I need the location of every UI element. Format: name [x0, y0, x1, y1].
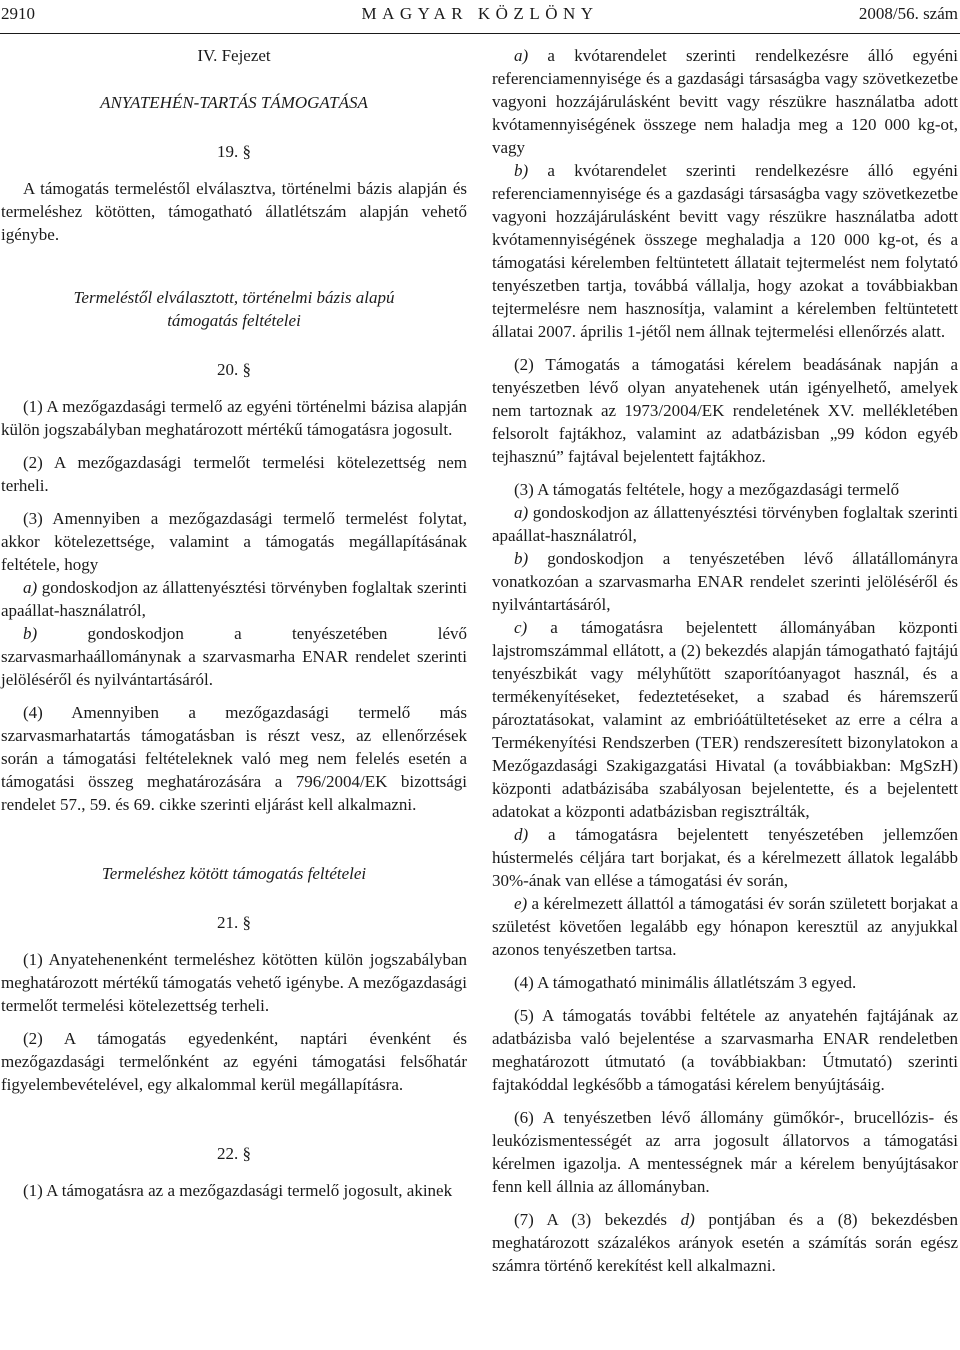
point-a	[492, 44, 958, 159]
subheading-decoupled-line2: támogatás feltételei	[167, 311, 301, 330]
item-text: a támogatásra bejelentett tenyészetében jellemzően hústermelés céljára tart borjakat, és a kérelmezett állatok legalább 30%-ának van ellése a támogatási év során,	[492, 825, 958, 890]
item-letter: d)	[680, 1210, 695, 1229]
section-20-para-3b	[1, 622, 467, 691]
paragraph-2: (2) Támogatás a támogatási kérelem beadásának napján a tenyészetben lévő olyan anyatehenek után igényelhető, amelyek nem tartoznak az 1973/2004/EK rendeletének XV. mellékletében felsorolt fajtákhoz, valamint az adatbázisban „99 kódon egyéb tejhasznú” fajtával bejelentett fajtákhoz.	[492, 355, 958, 466]
section-21-heading: 21. §	[217, 913, 251, 932]
subheading-decoupled-line1: Termeléstől elválasztott, történelmi bázis alapú	[73, 288, 395, 307]
right-column	[492, 44, 958, 1277]
paragraph-5: (5) A támogatás további feltétele az anyatehén fajtájának az adatbázisba való bejelentése a szarvasmarha ENAR rendeletben meghatározott útmutató (a továbbiakban: Útmutató) szerinti fajtakóddal legkésőbb a támogatási kérelem benyújtásáig.	[492, 1006, 958, 1094]
header-rule	[0, 33, 960, 34]
paragraph-3e	[492, 892, 958, 961]
item-letter: c)	[514, 618, 528, 637]
section-22-para-1: (1) A támogatásra az a mezőgazdasági termelő jogosult, akinek	[23, 1181, 453, 1200]
paragraph-3b	[492, 547, 958, 616]
item-letter: a)	[514, 46, 529, 65]
paragraph-3: (3) A támogatás feltétele, hogy a mezőgazdasági termelő	[514, 480, 900, 499]
item-text: (7) A (3) bekezdés	[514, 1210, 681, 1229]
section-20-para-2: (2) A mezőgazdasági termelőt termelési kötelezettség nem terheli.	[1, 453, 467, 495]
issue-number: 2008/56. szám	[858, 4, 958, 23]
paragraph-7	[492, 1208, 958, 1277]
item-letter: b)	[23, 624, 38, 643]
section-21-para-1: (1) Anyatehenenként termeléshez kötötten külön jogszabályban meghatározott mértékű támogatás vehető igénybe. A mezőgazdasági termelőt termelési kötelezettség terheli.	[1, 950, 467, 1015]
item-text: a kvótarendelet szerinti rendelkezésre álló egyéni referenciamennyisége és a gazdasági társaságba vagy szövetkezetbe vagyoni hozzájárulásként bevitt vagy részükre használatba adott kvótamennyiségének összege meghaladja a 120 000 kg-ot, és a támogatási kérelemben feltüntetett állatait tejtermelést nem folytató tenyészetben tartja, továbbá vállalja, hogy azokat a továbbiakban tejtermelésre nem hasznosítja, valamint a kérelemben feltüntetett állatai 2007. április 1-jétől nem állnak tejtermelési ellenőrzés alatt.	[492, 161, 958, 341]
point-b	[492, 159, 958, 343]
chapter-number: IV. Fejezet	[197, 46, 271, 65]
paragraph-6: (6) A tenyészetben lévő állomány gümőkór-, brucellózis- és leukózismentességét az arra jogosult állatorvos a támogatási kérelmen igazolja. A mentességnek már a kérelem benyújtásakor fenn kell állnia az állományban.	[492, 1108, 958, 1196]
section-20-para-3: (3) Amennyiben a mezőgazdasági termelő termelést folytat, akkor kötelezettsége, valamint a támogatás megállapításának feltétele, hogy	[1, 509, 467, 574]
item-text: a támogatásra bejelentett állományában központi lajstromszámmal ellátott, a (2) bekezdés alapján támogatható fajtájú tenyészbikát vagy mélyhűtött szaporítóanyagot használ, és a termékenyítéseket, fedeztetéseket, a szabad és háremszerű pároztatásokat, valamint az embrióátültetéseket az erre a célra a Termékenyítési Rendszerben (TER) rendszeresített bizonylatokon a Mezőgazdasági Szakigazgatási Hivatal (a továbbiakban: MgSzH) központi adatbázisába szabályosan bejelentette, és a bejelentett adatokat a központi adatbázisban regisztrálták,	[492, 618, 958, 821]
section-21-para-2: (2) A támogatás egyedenként, naptári évenként és mezőgazdasági termelőnként az egyéni támogatási felsőhatár figyelembevételével, egy alkalommal kerül megállapításra.	[1, 1029, 467, 1094]
paragraph-4: (4) A támogatható minimális állatlétszám 3 egyed.	[514, 973, 857, 992]
section-19-text: A támogatás termeléstől elválasztva, történelmi bázis alapján és termeléshez kötötten, támogatható állatlétszám alapján vehető igénybe.	[1, 179, 467, 244]
item-text: gondoskodjon az állattenyésztési törvényben foglaltak szerinti apaállat-használatról,	[492, 503, 958, 545]
item-letter: b)	[514, 549, 529, 568]
item-text: gondoskodjon az állattenyésztési törvényben foglaltak szerinti apaállat-használatról,	[1, 578, 467, 620]
chapter-title: ANYATEHÉN-TARTÁS TÁMOGATÁSA	[100, 93, 368, 112]
item-letter: d)	[514, 825, 529, 844]
journal-title: MAGYAR KÖZLÖNY	[361, 4, 599, 23]
section-22-heading: 22. §	[217, 1144, 251, 1163]
section-19-heading: 19. §	[217, 142, 251, 161]
section-20-heading: 20. §	[217, 360, 251, 379]
item-text: a kérelmezett állattól a támogatási év során született borjakat a születést követően legalább egy hónapon keresztül az anyjukkal azonos tenyészetben tartsa.	[492, 894, 958, 959]
section-20-para-4: (4) Amennyiben a mezőgazdasági termelő más szarvasmarhatartás támogatásban is részt vesz, az ellenőrzések során a támogatási feltételeknek való meg nem felelés esetén a támogatási összeg meghatározására a 796/2004/EK bizottsági rendelet 57., 59. és 69. cikke szerinti eljárást kell alkalmazni.	[1, 703, 467, 814]
item-letter: b)	[514, 161, 529, 180]
item-text: a kvótarendelet szerinti rendelkezésre álló egyéni referenciamennyisége és a gazdasági társaságba vagy szövetkezetbe vagyoni hozzájárulásként bevitt vagy részükre használatba adott kvótamennyiségének összege nem haladja meg a 120 000 kg-ot, vagy	[492, 46, 958, 157]
left-column	[1, 44, 467, 1202]
page-header	[0, 0, 960, 40]
item-letter: a)	[23, 578, 38, 597]
paragraph-3a	[492, 501, 958, 547]
section-20-para-1: (1) A mezőgazdasági termelő az egyéni történelmi bázisa alapján külön jogszabályban meghatározott mértékű támogatásra jogosult.	[1, 397, 467, 439]
item-text: gondoskodjon a tenyészetében lévő állatállományra vonatkozóan a szarvasmarha ENAR rendelet szerinti jelöléséről és nyilvántartásáról,	[492, 549, 958, 614]
page-number: 2910	[1, 4, 35, 23]
item-text: pontjában és a (8) bekezdésben meghatározott százalékos arányok esetén a számítás során egész számra történő kerekítést kell alkalmazni.	[492, 1210, 958, 1275]
section-20-para-3a	[1, 576, 467, 622]
item-letter: a)	[514, 503, 529, 522]
paragraph-3d	[492, 823, 958, 892]
subheading-coupled: Termeléshez kötött támogatás feltételei	[101, 864, 367, 883]
paragraph-3c	[492, 616, 958, 823]
item-text: gondoskodjon a tenyészetében lévő szarvasmarhaállománynak a szarvasmarha ENAR rendelet szerinti jelöléséről és nyilvántartásáról.	[1, 624, 467, 689]
item-letter: e)	[514, 894, 528, 913]
